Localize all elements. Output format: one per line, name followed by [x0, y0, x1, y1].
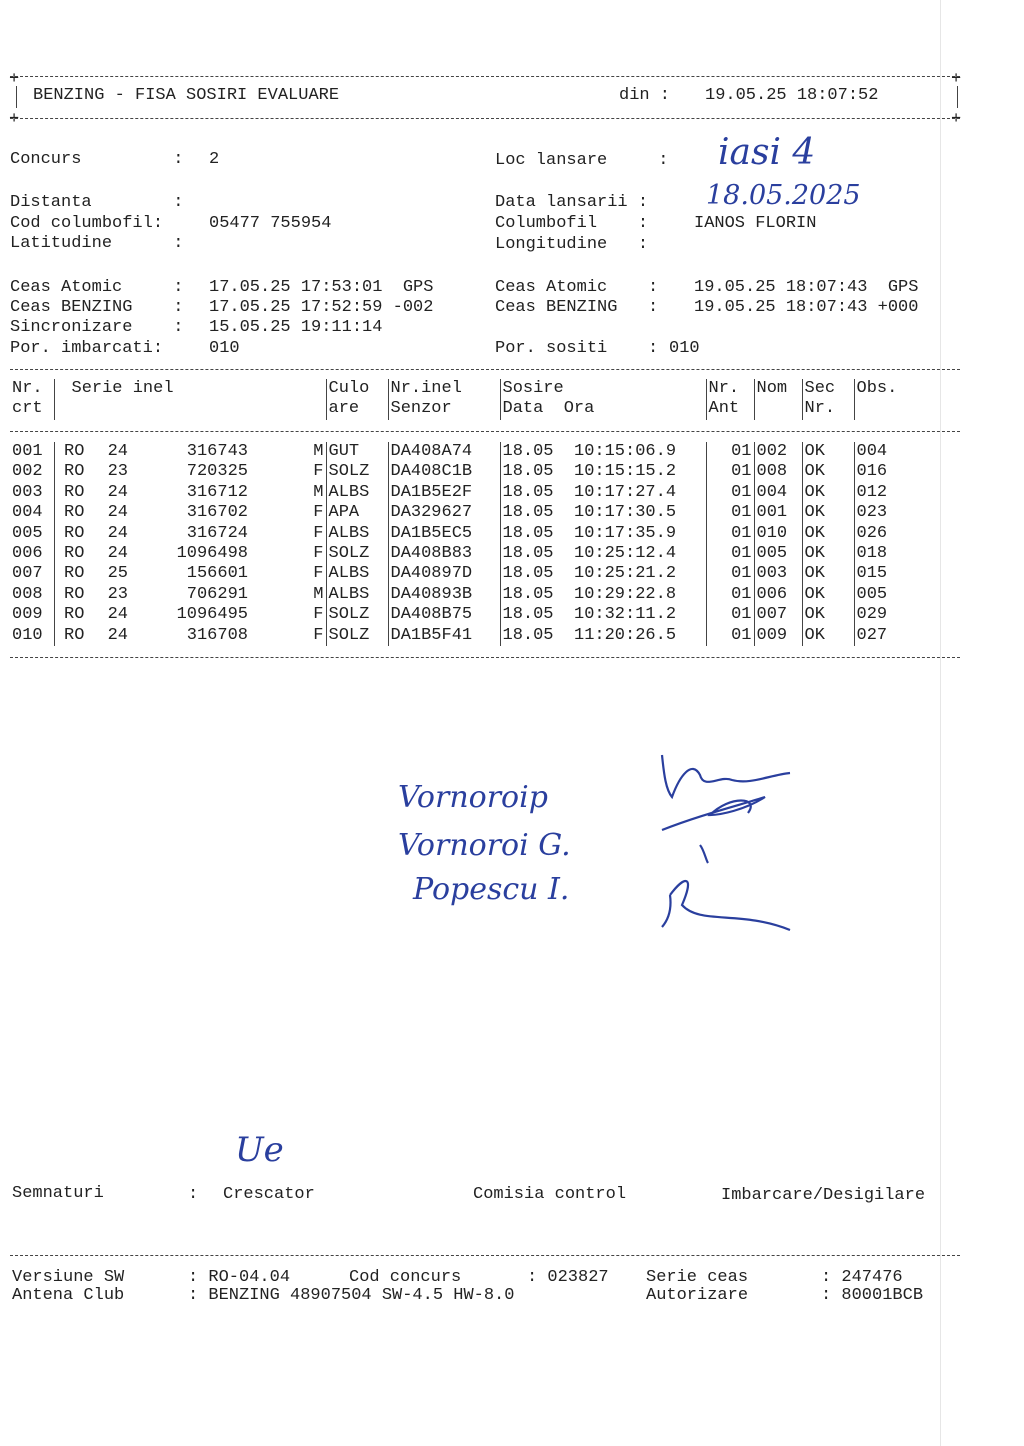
cell-inel: 156601	[186, 564, 248, 584]
table-row	[10, 585, 940, 605]
cell-nr: 006	[12, 543, 43, 563]
cell-sec: OK	[802, 462, 854, 482]
cell-ora: 10:25:12.4	[574, 543, 677, 563]
cell-data: 18.05	[500, 585, 572, 605]
cell-inel: 706291	[186, 584, 248, 604]
cell-nom: 010	[754, 524, 802, 544]
cell-sex: M	[313, 482, 324, 502]
cell-ant: 01	[706, 564, 754, 584]
cell-tara: RO	[54, 462, 94, 482]
cell-obs: 015	[854, 564, 940, 584]
data-lansarii-label: Data lansarii :	[495, 193, 649, 212]
cell-ora: 10:17:30.5	[574, 503, 677, 523]
cell-inel: 720325	[186, 462, 248, 482]
cell-obs: 018	[854, 544, 940, 564]
cell-obs: 029	[854, 605, 940, 625]
header-ora: Ora	[563, 399, 595, 419]
concurs-label: Concurs :	[10, 150, 184, 169]
crescator-label: Crescator	[223, 1185, 315, 1204]
committee-signature-graphic	[640, 735, 800, 945]
cell-nom: 003	[754, 564, 802, 584]
ceas-atomic-start-value: 17.05.25 17:53:01 GPS	[209, 278, 434, 297]
cell-an: 24	[107, 442, 128, 461]
cell-obs: 023	[854, 503, 940, 523]
cell-senzor: DA408B83	[388, 544, 500, 564]
serie-ceas-label: Serie ceas	[646, 1268, 749, 1287]
cell-ant: 01	[706, 442, 754, 462]
cell-data: 18.05	[500, 524, 572, 544]
ceas-atomic-start-label: Ceas Atomic :	[10, 278, 184, 297]
cell-inel: 316724	[186, 523, 248, 543]
cell-nr: 005	[12, 523, 43, 543]
sincronizare-value: 15.05.25 19:11:14	[209, 318, 383, 337]
cell-an: 24	[107, 625, 128, 645]
header-sosire: Sosire	[500, 379, 706, 399]
header-corner-plus: +	[951, 110, 962, 129]
cell-nr: 002	[12, 462, 43, 482]
cell-culoare: GUT	[326, 442, 388, 462]
loc-lansare-label: Loc lansare :	[495, 151, 669, 170]
table-row	[10, 605, 940, 625]
cell-sec: OK	[802, 605, 854, 625]
comisia-control-label: Comisia control	[473, 1185, 627, 1204]
table-row	[10, 564, 940, 584]
handwritten-name-2: Vornoroi G.	[398, 828, 571, 863]
header-culoare-2: are	[326, 399, 388, 419]
handwritten-name-1: Vornoroip	[398, 780, 548, 815]
cell-data: 18.05	[500, 442, 572, 462]
header-crt: crt	[12, 399, 43, 419]
cell-culoare: SOLZ	[326, 626, 388, 646]
cell-an: 24	[107, 482, 128, 502]
porumbei-imbarcati-label: Por. imbarcati:	[10, 339, 164, 358]
cell-nr: 004	[12, 503, 43, 523]
report-title: BENZING - FISA SOSIRI EVALUARE	[33, 86, 340, 105]
cell-ant: 01	[706, 503, 754, 523]
cell-tara: RO	[54, 626, 94, 646]
cell-nr: 001	[12, 442, 43, 461]
cell-culoare: ALBS	[326, 524, 388, 544]
cell-an: 23	[107, 584, 128, 604]
header-ant: Ant	[706, 399, 754, 419]
cell-sex: F	[313, 625, 324, 645]
header-corner-plus: +	[9, 110, 20, 129]
header-nr: Nr.	[12, 379, 43, 398]
cell-senzor: DA408B75	[388, 605, 500, 625]
cell-data: 18.05	[500, 462, 572, 482]
antena-club-value: : BENZING 48907504 SW-4.5 HW-8.0	[188, 1286, 515, 1305]
sincronizare-label: Sincronizare :	[10, 318, 184, 337]
cell-ant: 01	[706, 585, 754, 605]
cell-sex: F	[313, 523, 324, 543]
cell-an: 25	[107, 564, 128, 584]
cell-obs: 016	[854, 462, 940, 482]
cell-ora: 10:29:22.8	[574, 584, 677, 604]
cell-obs: 005	[854, 585, 940, 605]
cell-sex: F	[313, 462, 324, 482]
cell-an: 24	[107, 605, 128, 625]
cell-sec: OK	[802, 585, 854, 605]
ceas-atomic-end-label: Ceas Atomic :	[495, 278, 659, 297]
arrivals-table	[10, 442, 940, 646]
cell-senzor: DA1B5F41	[388, 626, 500, 646]
table-row	[10, 544, 940, 564]
cell-tara: RO	[54, 585, 94, 605]
imbarcare-desigilare-label: Imbarcare/Desigilare	[721, 1186, 926, 1205]
cell-nom: 004	[754, 483, 802, 503]
header-nr-inel: Nr.inel	[388, 379, 500, 399]
header-sec-nr: Nr.	[802, 399, 854, 419]
table-header-rule	[10, 431, 960, 432]
concurs-value: 2	[209, 150, 220, 169]
porumbei-imbarcati-value: 010	[209, 339, 240, 358]
cell-ora: 10:17:35.9	[574, 523, 677, 543]
header-nr-ant: Nr.	[706, 379, 754, 399]
cell-obs: 012	[854, 483, 940, 503]
page-edge	[940, 0, 941, 1446]
cod-columbofil-value: 05477 755954	[209, 214, 332, 233]
cell-tara: RO	[54, 442, 94, 462]
cell-culoare: SOLZ	[326, 605, 388, 625]
cell-nom: 002	[754, 442, 802, 462]
semnaturi-colon: :	[188, 1185, 199, 1204]
cell-sec: OK	[802, 544, 854, 564]
cell-sec: OK	[802, 524, 854, 544]
cell-an: 23	[107, 462, 128, 482]
ceas-atomic-end-value: 19.05.25 18:07:43 GPS	[694, 278, 919, 297]
cell-inel: 316712	[186, 482, 248, 502]
header-corner-plus: +	[9, 70, 20, 89]
header-nom: Nom	[754, 379, 802, 399]
serie-ceas-value: : 247476	[821, 1268, 903, 1287]
antena-club-label: Antena Club	[12, 1286, 125, 1305]
header-serie-inel: Serie inel	[54, 379, 326, 399]
cell-obs: 027	[854, 626, 940, 646]
table-top-rule	[10, 369, 960, 370]
din-label: din :	[619, 86, 671, 105]
cell-ora: 10:17:27.4	[574, 482, 677, 502]
cell-nom: 007	[754, 605, 802, 625]
cell-an: 24	[107, 523, 128, 543]
cell-inel: 1096495	[176, 605, 248, 625]
table-row	[10, 462, 940, 482]
crescator-initials-handwritten: Ue	[235, 1130, 284, 1170]
distanta-label: Distanta :	[10, 193, 184, 212]
latitudine-label: Latitudine :	[10, 234, 184, 253]
header-right-border	[957, 86, 958, 108]
cell-ant: 01	[706, 462, 754, 482]
table-row	[10, 442, 940, 462]
cell-sex: F	[313, 564, 324, 584]
din-value: 19.05.25 18:07:52	[705, 86, 879, 105]
semnaturi-label: Semnaturi	[12, 1184, 104, 1203]
cell-senzor: DA408A74	[388, 442, 500, 462]
handwritten-name-3: Popescu I.	[413, 872, 570, 907]
cell-nom: 005	[754, 544, 802, 564]
cell-ora: 11:20:26.5	[574, 625, 677, 645]
cell-sec: OK	[802, 442, 854, 462]
versiune-sw-value: : RO-04.04	[188, 1268, 291, 1287]
cell-nom: 006	[754, 585, 802, 605]
cod-columbofil-label: Cod columbofil:	[10, 214, 164, 233]
cell-nr: 007	[12, 564, 43, 584]
cell-sec: OK	[802, 564, 854, 584]
cell-tara: RO	[54, 524, 94, 544]
cell-tara: RO	[54, 544, 94, 564]
cell-nom: 009	[754, 626, 802, 646]
cell-nom: 001	[754, 503, 802, 523]
header-top-rule	[10, 76, 960, 77]
cell-obs: 026	[854, 524, 940, 544]
cell-nr: 010	[12, 625, 43, 645]
versiune-sw-label: Versiune SW	[12, 1268, 125, 1287]
cell-sex: F	[313, 605, 324, 625]
cell-senzor: DA1B5E2F	[388, 483, 500, 503]
porumbei-sositi-label: Por. sositi :	[495, 339, 659, 358]
cell-ant: 01	[706, 626, 754, 646]
cell-nom: 008	[754, 462, 802, 482]
cell-culoare: APA	[326, 503, 388, 523]
cell-nr: 008	[12, 584, 43, 604]
cell-ant: 01	[706, 544, 754, 564]
cell-ant: 01	[706, 605, 754, 625]
cell-tara: RO	[54, 605, 94, 625]
table-row	[10, 524, 940, 544]
header-data-ora	[500, 399, 706, 419]
table-bottom-rule	[10, 657, 960, 658]
cell-ant: 01	[706, 524, 754, 544]
cell-inel: 1096498	[176, 543, 248, 563]
header-corner-plus: +	[951, 70, 962, 89]
cell-tara: RO	[54, 503, 94, 523]
cell-nr: 003	[12, 482, 43, 502]
cell-sec: OK	[802, 483, 854, 503]
cell-senzor: DA329627	[388, 503, 500, 523]
cell-culoare: ALBS	[326, 483, 388, 503]
cell-an: 24	[107, 503, 128, 523]
cell-senzor: DA40897D	[388, 564, 500, 584]
cell-sec: OK	[802, 626, 854, 646]
cell-culoare: ALBS	[326, 585, 388, 605]
cell-an: 24	[107, 543, 128, 563]
header-senzor: Senzor	[388, 399, 500, 419]
cell-ora: 10:25:21.2	[574, 564, 677, 584]
table-row	[10, 626, 940, 646]
header-obs: Obs.	[854, 379, 940, 399]
porumbei-sositi-value: 010	[669, 339, 700, 358]
ceas-benzing-start-value: 17.05.25 17:52:59 -002	[209, 298, 434, 317]
cell-sex: F	[313, 543, 324, 563]
columbofil-value: IANOS FLORIN	[694, 214, 817, 233]
ceas-benzing-start-label: Ceas BENZING :	[10, 298, 184, 317]
longitudine-label: Longitudine :	[495, 235, 649, 254]
cod-concurs-label: Cod concurs	[349, 1268, 462, 1287]
cell-ora: 10:15:06.9	[574, 442, 677, 461]
cell-sex: M	[313, 584, 324, 604]
data-lansarii-handwritten: 18.05.2025	[706, 180, 861, 211]
cell-nr: 009	[12, 605, 43, 625]
cell-data: 18.05	[500, 544, 572, 564]
cell-inel: 316708	[186, 625, 248, 645]
cell-data: 18.05	[500, 626, 572, 646]
table-row	[10, 483, 940, 503]
arrivals-table-header	[10, 379, 940, 420]
cell-tara: RO	[54, 564, 94, 584]
cod-concurs-value: : 023827	[527, 1268, 609, 1287]
ceas-benzing-end-value: 19.05.25 18:07:43 +000	[694, 298, 919, 317]
cell-data: 18.05	[500, 605, 572, 625]
cell-culoare: SOLZ	[326, 462, 388, 482]
cell-culoare: ALBS	[326, 564, 388, 584]
loc-lansare-handwritten: iasi 4	[718, 132, 816, 173]
header-data: Data	[502, 399, 544, 419]
autorizare-label: Autorizare	[646, 1286, 749, 1305]
cell-data: 18.05	[500, 503, 572, 523]
cell-inel: 316702	[186, 503, 248, 523]
cell-culoare: SOLZ	[326, 544, 388, 564]
cell-data: 18.05	[500, 564, 572, 584]
header-left-border	[16, 86, 17, 108]
cell-sec: OK	[802, 503, 854, 523]
cell-inel: 316743	[186, 442, 248, 461]
header-culoare: Culo	[326, 379, 388, 399]
autorizare-value: : 80001BCB	[821, 1286, 924, 1305]
cell-obs: 004	[854, 442, 940, 462]
header-bottom-rule	[10, 118, 960, 119]
cell-senzor: DA408C1B	[388, 462, 500, 482]
table-row	[10, 503, 940, 523]
cell-sex: M	[313, 442, 324, 461]
columbofil-label: Columbofil :	[495, 214, 649, 233]
cell-sex: F	[313, 503, 324, 523]
cell-ora: 10:32:11.2	[574, 605, 677, 625]
cell-data: 18.05	[500, 483, 572, 503]
footer-rule	[10, 1255, 960, 1256]
cell-ora: 10:15:15.2	[574, 462, 677, 482]
cell-tara: RO	[54, 483, 94, 503]
cell-ant: 01	[706, 483, 754, 503]
cell-senzor: DA1B5EC5	[388, 524, 500, 544]
cell-senzor: DA40893B	[388, 585, 500, 605]
header-sec: Sec	[802, 379, 854, 399]
ceas-benzing-end-label: Ceas BENZING :	[495, 298, 659, 317]
